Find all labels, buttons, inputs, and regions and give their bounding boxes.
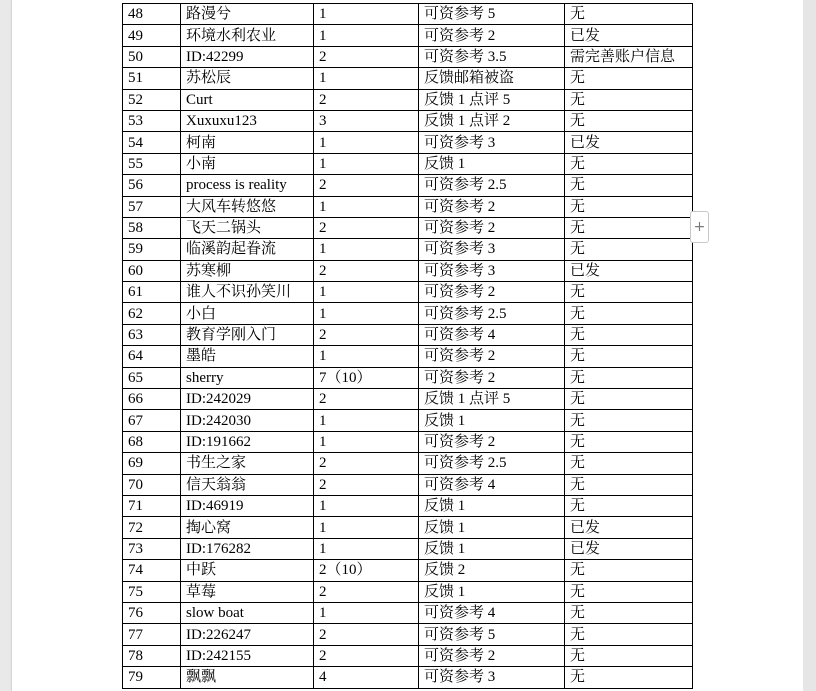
status-cell: 无 [565,667,693,688]
name-cell: slow boat [181,602,314,623]
status-cell: 无 [565,4,693,25]
name-cell: Xuxuxu123 [181,110,314,131]
row-number-cell: 78 [123,645,181,666]
table-row [123,239,693,260]
count-cell: 1 [314,196,419,217]
row-number-cell: 75 [123,581,181,602]
row-number-cell: 55 [123,153,181,174]
status-cell: 无 [565,453,693,474]
table-row [123,303,693,324]
table-row [123,89,693,110]
rating-cell: 可资参考 4 [419,324,565,345]
name-cell: Curt [181,89,314,110]
count-cell: 4 [314,667,419,688]
rating-cell: 可资参考 2 [419,367,565,388]
status-cell: 无 [565,602,693,623]
table-row [123,645,693,666]
rating-cell: 可资参考 2 [419,282,565,303]
status-cell: 无 [565,175,693,196]
row-number-cell: 63 [123,324,181,345]
count-cell: 7（10） [314,367,419,388]
name-cell: 苏寒柳 [181,260,314,281]
rating-cell: 可资参考 5 [419,4,565,25]
count-cell: 1 [314,68,419,89]
table-row [123,175,693,196]
row-number-cell: 57 [123,196,181,217]
rating-cell: 可资参考 5 [419,624,565,645]
name-cell: ID:46919 [181,495,314,516]
table-row [123,389,693,410]
table-row [123,282,693,303]
count-cell: 2 [314,453,419,474]
count-cell: 2（10） [314,560,419,581]
row-number-cell: 54 [123,132,181,153]
name-cell: process is reality [181,175,314,196]
table-row [123,153,693,174]
table-row [123,196,693,217]
rating-cell: 可资参考 2 [419,196,565,217]
count-cell: 2 [314,89,419,110]
table-row [123,517,693,538]
rating-cell: 可资参考 3.5 [419,46,565,67]
status-cell: 无 [565,560,693,581]
rating-cell: 反馈 1 [419,495,565,516]
status-cell: 需完善账户信息 [565,46,693,67]
row-number-cell: 62 [123,303,181,324]
name-cell: 谁人不识孙笑川 [181,282,314,303]
table-row [123,346,693,367]
rating-cell: 反馈 1 [419,153,565,174]
rating-cell: 反馈 1 点评 2 [419,110,565,131]
count-cell: 1 [314,538,419,559]
name-cell: sherry [181,367,314,388]
status-cell: 无 [565,239,693,260]
status-cell: 无 [565,346,693,367]
count-cell: 1 [314,602,419,623]
table-row [123,560,693,581]
count-cell: 2 [314,474,419,495]
table-row [123,132,693,153]
name-cell: 教育学刚入门 [181,324,314,345]
name-cell: ID:242029 [181,389,314,410]
rating-cell: 可资参考 2.5 [419,303,565,324]
table-row [123,495,693,516]
data-table [122,3,693,689]
status-cell: 无 [565,431,693,452]
count-cell: 2 [314,324,419,345]
name-cell: 书生之家 [181,453,314,474]
count-cell: 3 [314,110,419,131]
count-cell: 2 [314,175,419,196]
row-number-cell: 76 [123,602,181,623]
row-number-cell: 66 [123,389,181,410]
status-cell: 无 [565,389,693,410]
row-number-cell: 73 [123,538,181,559]
rating-cell: 反馈 1 [419,517,565,538]
table-row [123,25,693,46]
status-cell: 已发 [565,538,693,559]
row-number-cell: 70 [123,474,181,495]
status-cell: 已发 [565,132,693,153]
table-row [123,367,693,388]
table-row [123,324,693,345]
table-row [123,68,693,89]
row-number-cell: 49 [123,25,181,46]
count-cell: 1 [314,346,419,367]
table-row [123,4,693,25]
row-number-cell: 52 [123,89,181,110]
name-cell: 环境水利农业 [181,25,314,46]
name-cell: 飘飘 [181,667,314,688]
row-number-cell: 65 [123,367,181,388]
count-cell: 1 [314,517,419,538]
row-number-cell: 59 [123,239,181,260]
status-cell: 无 [565,303,693,324]
count-cell: 1 [314,410,419,431]
table-row [123,667,693,688]
status-cell: 无 [565,217,693,238]
status-cell: 无 [565,624,693,645]
status-cell: 无 [565,410,693,431]
status-cell: 已发 [565,25,693,46]
row-number-cell: 50 [123,46,181,67]
row-number-cell: 51 [123,68,181,89]
count-cell: 1 [314,303,419,324]
name-cell: ID:191662 [181,431,314,452]
rating-cell: 可资参考 2 [419,217,565,238]
name-cell: 大风车转悠悠 [181,196,314,217]
row-number-cell: 58 [123,217,181,238]
rating-cell: 可资参考 2 [419,645,565,666]
name-cell: ID:242030 [181,410,314,431]
name-cell: 柯南 [181,132,314,153]
rating-cell: 反馈 1 点评 5 [419,389,565,410]
count-cell: 1 [314,25,419,46]
status-cell: 无 [565,324,693,345]
status-cell: 无 [565,89,693,110]
rating-cell: 可资参考 4 [419,602,565,623]
table-row [123,110,693,131]
table-row [123,624,693,645]
rating-cell: 反馈 1 [419,538,565,559]
rating-cell: 反馈邮箱被盗 [419,68,565,89]
table-row [123,453,693,474]
rating-cell: 可资参考 2.5 [419,175,565,196]
count-cell: 1 [314,282,419,303]
document-page [12,0,803,691]
count-cell: 2 [314,581,419,602]
row-number-cell: 71 [123,495,181,516]
name-cell: 中跃 [181,560,314,581]
table-row [123,538,693,559]
row-number-cell: 64 [123,346,181,367]
rating-cell: 反馈 1 点评 5 [419,89,565,110]
rating-cell: 反馈 1 [419,581,565,602]
table-row [123,217,693,238]
row-number-cell: 68 [123,431,181,452]
count-cell: 1 [314,431,419,452]
table-row [123,474,693,495]
scrollbar-track[interactable] [803,0,816,691]
add-button[interactable]: + [690,211,709,243]
row-number-cell: 72 [123,517,181,538]
row-number-cell: 69 [123,453,181,474]
status-cell: 无 [565,474,693,495]
count-cell: 1 [314,4,419,25]
name-cell: 苏松辰 [181,68,314,89]
rating-cell: 反馈 2 [419,560,565,581]
name-cell: 信天翁翁 [181,474,314,495]
row-number-cell: 60 [123,260,181,281]
row-number-cell: 56 [123,175,181,196]
name-cell: 临溪韵起眷流 [181,239,314,260]
rating-cell: 可资参考 3 [419,667,565,688]
name-cell: 飞天二锅头 [181,217,314,238]
rating-cell: 可资参考 2 [419,346,565,367]
status-cell: 无 [565,110,693,131]
name-cell: 小白 [181,303,314,324]
status-cell: 无 [565,495,693,516]
status-cell: 无 [565,153,693,174]
status-cell: 无 [565,196,693,217]
row-number-cell: 48 [123,4,181,25]
count-cell: 1 [314,239,419,260]
name-cell: 掏心窝 [181,517,314,538]
name-cell: 墨皓 [181,346,314,367]
count-cell: 1 [314,153,419,174]
name-cell: ID:242155 [181,645,314,666]
row-number-cell: 67 [123,410,181,431]
name-cell: ID:176282 [181,538,314,559]
count-cell: 2 [314,46,419,67]
row-number-cell: 79 [123,667,181,688]
row-number-cell: 61 [123,282,181,303]
table-body [123,4,693,689]
rating-cell: 可资参考 3 [419,260,565,281]
table-row [123,46,693,67]
count-cell: 1 [314,495,419,516]
rating-cell: 可资参考 2 [419,431,565,452]
rating-cell: 可资参考 2 [419,25,565,46]
count-cell: 1 [314,132,419,153]
status-cell: 无 [565,68,693,89]
rating-cell: 可资参考 3 [419,239,565,260]
row-number-cell: 77 [123,624,181,645]
name-cell: 小南 [181,153,314,174]
table-row [123,602,693,623]
rating-cell: 反馈 1 [419,410,565,431]
name-cell: ID:42299 [181,46,314,67]
status-cell: 已发 [565,260,693,281]
rating-cell: 可资参考 2.5 [419,453,565,474]
status-cell: 无 [565,581,693,602]
name-cell: 路漫兮 [181,4,314,25]
table-row [123,260,693,281]
count-cell: 2 [314,260,419,281]
name-cell: 草莓 [181,581,314,602]
rating-cell: 可资参考 4 [419,474,565,495]
table-row [123,581,693,602]
row-number-cell: 74 [123,560,181,581]
rating-cell: 可资参考 3 [419,132,565,153]
status-cell: 无 [565,367,693,388]
status-cell: 无 [565,645,693,666]
row-number-cell: 53 [123,110,181,131]
count-cell: 2 [314,389,419,410]
count-cell: 2 [314,217,419,238]
count-cell: 2 [314,624,419,645]
name-cell: ID:226247 [181,624,314,645]
status-cell: 无 [565,282,693,303]
table-row [123,410,693,431]
status-cell: 已发 [565,517,693,538]
count-cell: 2 [314,645,419,666]
table-row [123,431,693,452]
